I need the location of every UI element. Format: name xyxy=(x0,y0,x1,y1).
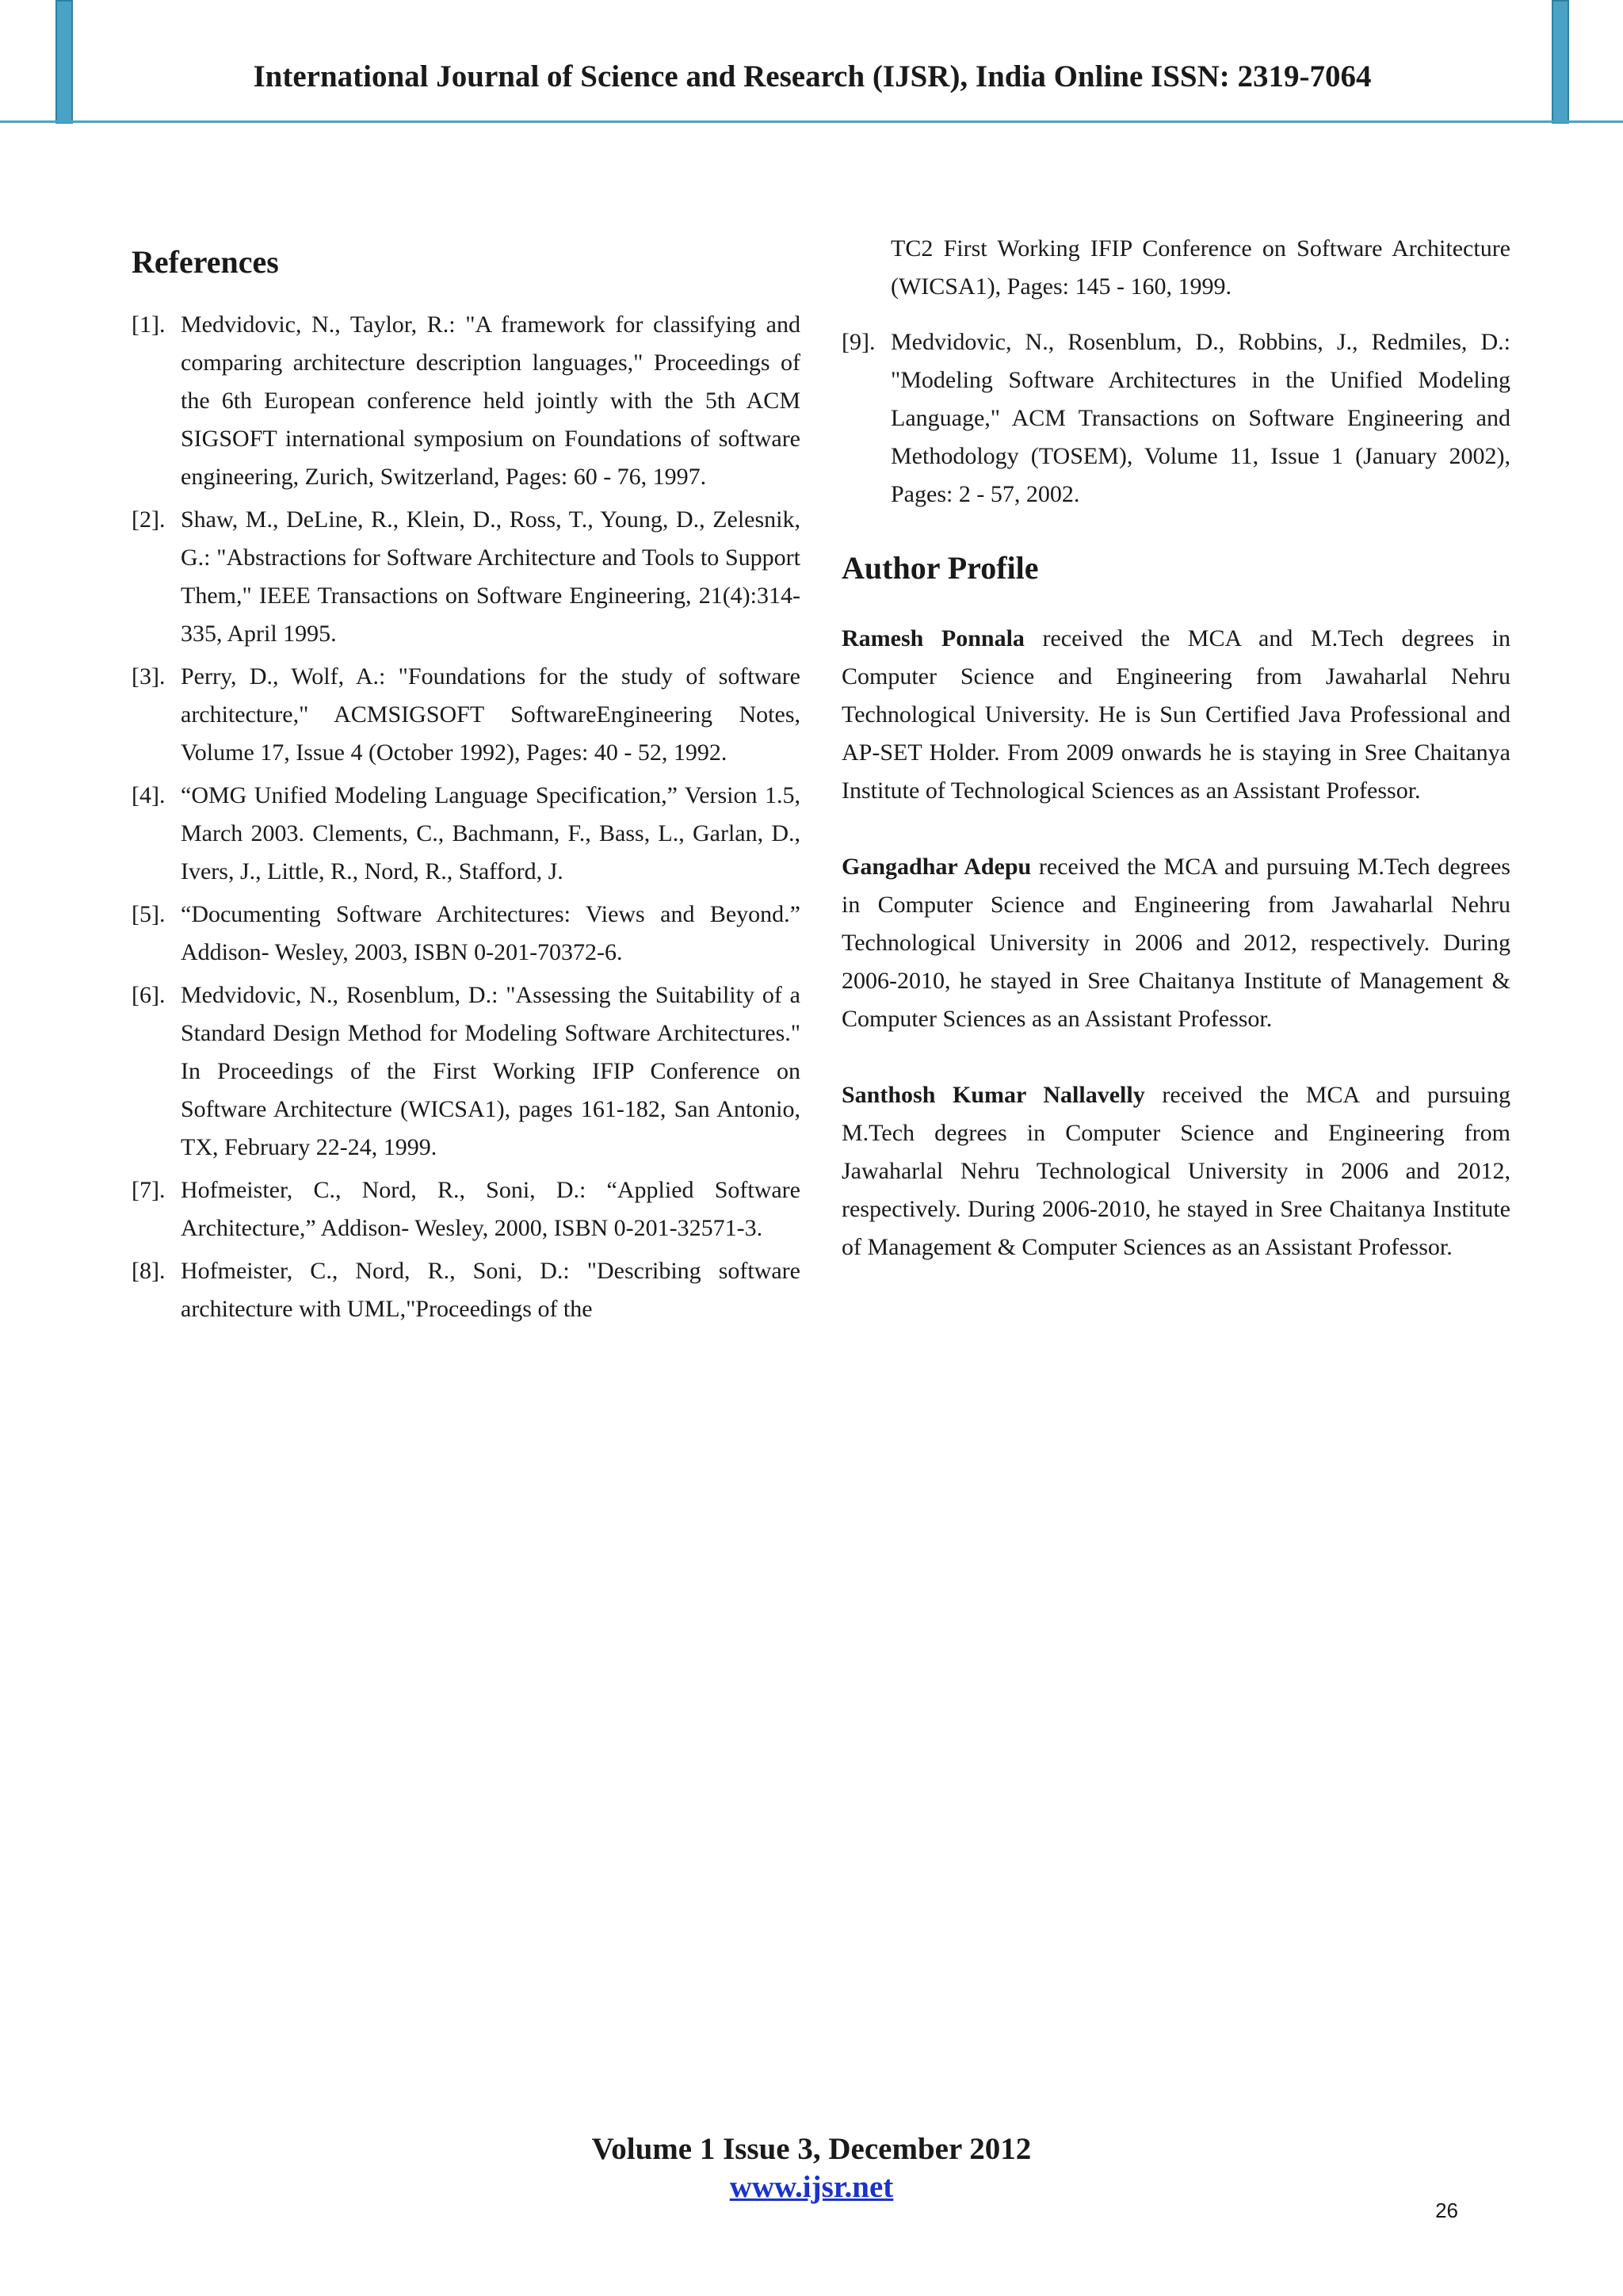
reference-text: “Documenting Software Architectures: Views and Beyond.” Addison- Wesley, 2003, ISBN 0-201-70372-6. xyxy=(181,901,800,965)
reference-item xyxy=(132,1252,800,1328)
reference-item xyxy=(132,1171,800,1247)
author-bio xyxy=(842,848,1510,1038)
header-right-bar xyxy=(1552,0,1569,124)
footer-volume: Volume 1 Issue 3, December 2012 xyxy=(591,2132,1032,2166)
reference-item xyxy=(842,323,1510,514)
author-bio-text: received the MCA and M.Tech degrees in Computer Science and Engineering from Jawaharlal Nehru Technological University. He is Sun Certified Java Professional and AP-SET Holder. From 2009 onwards he is staying in Sree Chaitanya Institute of Technological Sciences as an Assistant Professor. xyxy=(842,625,1511,804)
right-column xyxy=(842,230,1510,1305)
reference-text: “OMG Unified Modeling Language Specification,” Version 1.5, March 2003. Clements, C., Bachmann, F., Bass, L., Garlan, D., Ivers, J., Little, R., Nord, R., Stafford, J. xyxy=(181,782,800,884)
left-column xyxy=(132,230,800,1333)
reference-item xyxy=(132,306,800,496)
reference-number: [9]. xyxy=(842,329,876,355)
reference-number: [4]. xyxy=(132,782,166,808)
reference-number: [2]. xyxy=(132,506,166,533)
reference-item xyxy=(132,896,800,972)
author-bio-text: received the MCA and pursuing M.Tech degrees in Computer Science and Engineering from Jawaharlal Nehru Technological University in 2006 and 2012, respectively. During 2006-2010, he stayed in Sree Chaitanya Institute of Management & Computer Sciences as an Assistant Professor. xyxy=(842,1082,1510,1260)
journal-header-title: International Journal of Science and Research (IJSR), India Online ISSN: 2319-7064 xyxy=(253,59,1372,94)
reference-number: [7]. xyxy=(132,1177,166,1203)
reference-item xyxy=(132,777,800,891)
reference-list xyxy=(132,306,800,1328)
reference-number: [3]. xyxy=(132,663,166,690)
reference-item xyxy=(132,501,800,653)
reference-text: Hofmeister, C., Nord, R., Soni, D.: “Applied Software Architecture,” Addison- Wesley, 2000, ISBN 0-201-32571-3. xyxy=(181,1177,800,1241)
reference-text: Shaw, M., DeLine, R., Klein, D., Ross, T., Young, D., Zelesnik, G.: "Abstractions for Software Architecture and Tools to Support Them," IEEE Transactions on Software Engineering, 21(4):314-335, April 1995. xyxy=(181,506,800,647)
reference-text: Medvidovic, N., Rosenblum, D.: "Assessing the Suitability of a Standard Design Method for Modeling Software Architectures." In Proceedings of the First Working IFIP Conference on Software Architecture (WICSA1), pages 161-182, San Antonio, TX, February 22-24, 1999. xyxy=(181,982,800,1160)
reference-number: [1]. xyxy=(132,311,166,338)
author-profile-heading: Author Profile xyxy=(842,550,1039,586)
author-name: Gangadhar Adepu xyxy=(842,854,1032,880)
references-heading: References xyxy=(132,244,279,280)
author-bio xyxy=(842,620,1510,810)
header-rule xyxy=(0,120,1623,123)
reference-text: Perry, D., Wolf, A.: "Foundations for the study of software architecture," ACMSIGSOFT SoftwareEngineering Notes, Volume 17, Issue 4 (October 1992), Pages: 40 - 52, 1992. xyxy=(181,663,800,766)
reference-text: Medvidovic, N., Rosenblum, D., Robbins, J., Redmiles, D.: "Modeling Software Architectures in the Unified Modeling Language," ACM Transactions on Software Engineering and Methodology (TOSEM), Volume 11, Issue 1 (January 2002), Pages: 2 - 57, 2002. xyxy=(891,329,1510,507)
page-number: 26 xyxy=(1435,2199,1458,2222)
reference-number: [5]. xyxy=(132,901,166,927)
reference-number: [8]. xyxy=(132,1258,166,1284)
reference-text: Medvidovic, N., Taylor, R.: "A framework for classifying and comparing architecture description languages," Proceedings of the 6th European conference held jointly with the 5th ACM SIGSOFT international symposium on Foundations of software engineering, Zurich, Switzerland, Pages: 60 - 76, 1997. xyxy=(181,311,800,490)
reference-number: [6]. xyxy=(132,982,166,1008)
author-bio-text: received the MCA and pursuing M.Tech degrees in Computer Science and Engineering from Jawaharlal Nehru Technological University in 2006 and 2012, respectively. During 2006-2010, he stayed in Sree Chaitanya Institute of Management & Computer Sciences as an Assistant Professor. xyxy=(842,854,1510,1032)
author-name: Santhosh Kumar Nallavelly xyxy=(842,1082,1145,1108)
reference-continuation: TC2 First Working IFIP Conference on Software Architecture (WICSA1), Pages: 145 - 160, 1999. xyxy=(891,235,1510,300)
footer-website-link[interactable]: www.ijsr.net xyxy=(729,2170,894,2204)
author-bio xyxy=(842,1076,1510,1266)
reference-item xyxy=(132,658,800,772)
reference-item xyxy=(132,976,800,1167)
author-name: Ramesh Ponnala xyxy=(842,625,1025,651)
reference-text: Hofmeister, C., Nord, R., Soni, D.: "Describing software architecture with UML,"Proceedings of the xyxy=(181,1258,800,1322)
header-left-bar xyxy=(55,0,73,124)
